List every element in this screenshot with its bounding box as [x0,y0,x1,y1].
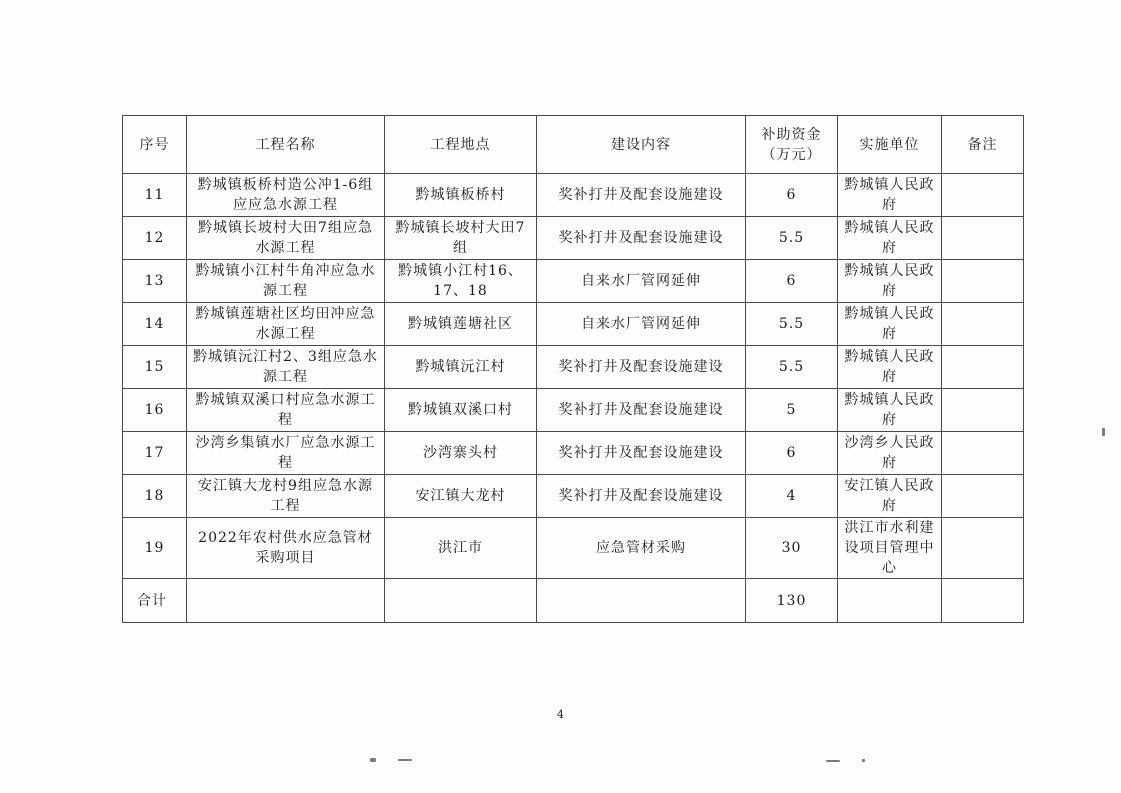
cell-seq: 14 [123,303,187,346]
cell-remark [942,217,1024,260]
header-location: 工程地点 [385,116,537,174]
cell-unit: 黔城镇人民政府 [838,260,942,303]
header-unit: 实施单位 [838,116,942,174]
scan-speck [826,760,840,762]
cell-remark [942,174,1024,217]
cell-content: 自来水厂管网延伸 [537,260,746,303]
cell-unit: 安江镇人民政府 [838,475,942,518]
total-empty-content [537,579,746,623]
cell-name: 黔城镇莲塘社区均田冲应急水源工程 [187,303,385,346]
cell-funds: 5.5 [746,303,838,346]
cell-unit: 黔城镇人民政府 [838,389,942,432]
total-empty-unit [838,579,942,623]
cell-name: 沙湾乡集镇水厂应急水源工程 [187,432,385,475]
table-row [123,518,1024,579]
cell-seq: 11 [123,174,187,217]
cell-name: 黔城镇沅江村2、3组应急水源工程 [187,346,385,389]
table-row [123,346,1024,389]
cell-funds: 4 [746,475,838,518]
cell-name: 黔城镇双溪口村应急水源工程 [187,389,385,432]
header-content: 建设内容 [537,116,746,174]
cell-location: 黔城镇板桥村 [385,174,537,217]
cell-name: 安江镇大龙村9组应急水源工程 [187,475,385,518]
cell-content: 奖补打井及配套设施建设 [537,346,746,389]
table-row [123,389,1024,432]
cell-unit: 沙湾乡人民政府 [838,432,942,475]
cell-name: 黔城镇板桥村造公冲1-6组应应急水源工程 [187,174,385,217]
header-row [123,116,1024,174]
total-empty-location [385,579,537,623]
cell-content: 奖补打井及配套设施建设 [537,174,746,217]
cell-location: 黔城镇莲塘社区 [385,303,537,346]
cell-funds: 5.5 [746,217,838,260]
total-empty-remark [942,579,1024,623]
cell-name: 黔城镇小江村牛角冲应急水源工程 [187,260,385,303]
cell-unit: 黔城镇人民政府 [838,174,942,217]
cell-seq: 17 [123,432,187,475]
cell-seq: 15 [123,346,187,389]
table-row [123,174,1024,217]
cell-funds: 6 [746,174,838,217]
cell-funds: 5 [746,389,838,432]
cell-remark [942,432,1024,475]
total-row [123,579,1024,623]
cell-funds: 5.5 [746,346,838,389]
cell-content: 奖补打井及配套设施建设 [537,389,746,432]
cell-remark [942,389,1024,432]
cell-remark [942,346,1024,389]
cell-name: 黔城镇长坡村大田7组应急水源工程 [187,217,385,260]
table-row [123,432,1024,475]
cell-seq: 18 [123,475,187,518]
table-row [123,217,1024,260]
cell-seq: 16 [123,389,187,432]
cell-funds: 6 [746,432,838,475]
cell-remark [942,260,1024,303]
cell-location: 安江镇大龙村 [385,475,537,518]
cell-location: 黔城镇小江村16、17、18 [385,260,537,303]
cell-unit: 洪江市水利建设项目管理中心 [838,518,942,579]
cell-name: 2022年农村供水应急管材采购项目 [187,518,385,579]
cell-location: 洪江市 [385,518,537,579]
cell-funds: 6 [746,260,838,303]
table-row [123,260,1024,303]
header-remark: 备注 [942,116,1024,174]
cell-remark [942,303,1024,346]
project-table [122,115,1024,623]
cell-seq: 12 [123,217,187,260]
cell-location: 黔城镇沅江村 [385,346,537,389]
cell-seq: 13 [123,260,187,303]
header-seq: 序号 [123,116,187,174]
cell-location: 沙湾寨头村 [385,432,537,475]
scan-speck [370,758,376,762]
cell-content: 奖补打井及配套设施建设 [537,432,746,475]
scan-speck [1102,428,1105,436]
cell-content: 奖补打井及配套设施建设 [537,217,746,260]
cell-unit: 黔城镇人民政府 [838,303,942,346]
cell-unit: 黔城镇人民政府 [838,346,942,389]
total-funds: 130 [746,579,838,623]
cell-funds: 30 [746,518,838,579]
total-empty-name [187,579,385,623]
cell-seq: 19 [123,518,187,579]
table-row [123,303,1024,346]
cell-unit: 黔城镇人民政府 [838,217,942,260]
table-row [123,475,1024,518]
scan-speck [398,759,412,761]
cell-location: 黔城镇双溪口村 [385,389,537,432]
cell-content: 奖补打井及配套设施建设 [537,475,746,518]
total-label: 合计 [123,579,187,623]
cell-remark [942,475,1024,518]
page-number: 4 [557,708,564,721]
header-name: 工程名称 [187,116,385,174]
cell-remark [942,518,1024,579]
cell-content: 自来水厂管网延伸 [537,303,746,346]
cell-content: 应急管材采购 [537,518,746,579]
scan-speck [862,759,865,762]
header-funds: 补助资金（万元） [746,116,838,174]
cell-location: 黔城镇长坡村大田7组 [385,217,537,260]
